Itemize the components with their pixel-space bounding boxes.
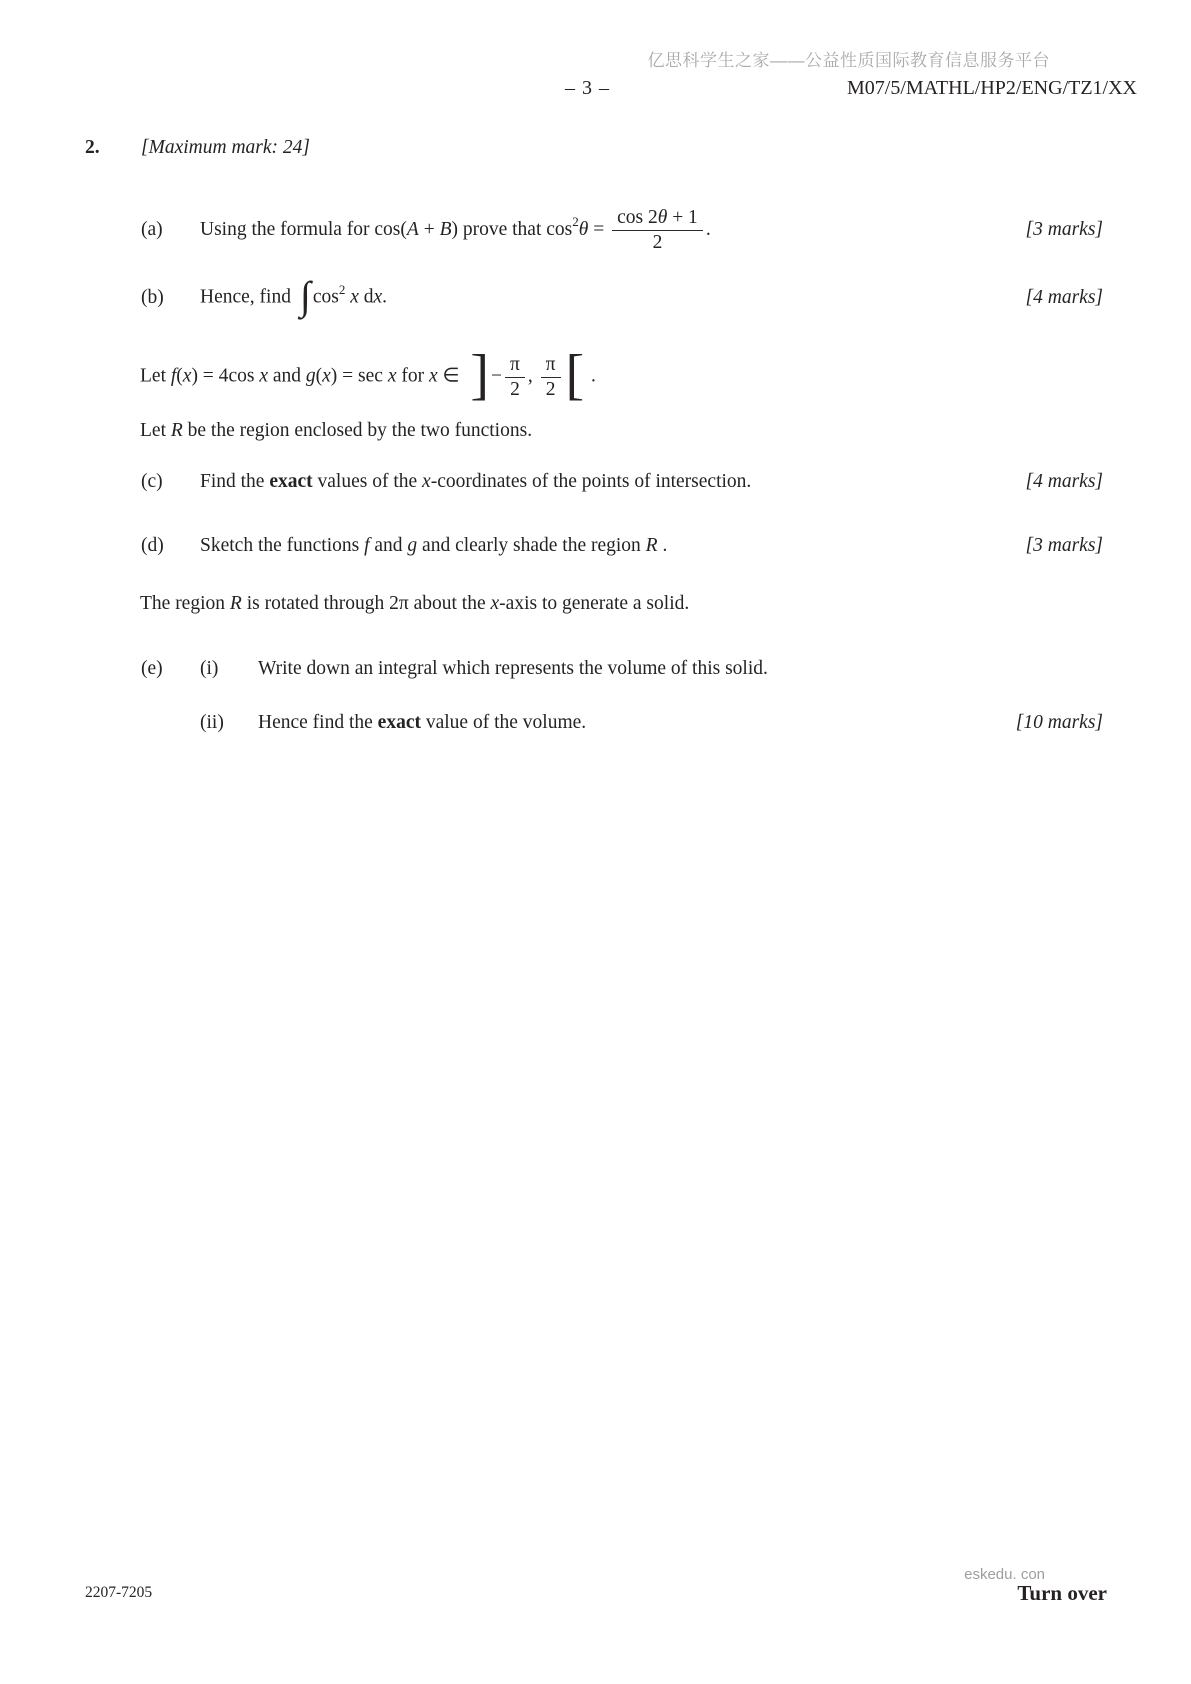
part-e-i-row — [141, 654, 1103, 684]
question-header — [85, 137, 310, 159]
page-number: – 3 – — [565, 77, 610, 99]
open-interval-left-bracket: ] — [470, 344, 490, 406]
region-definition-line: Let R be the region enclosed by the two functions. — [140, 420, 533, 441]
part-d-marks: [3 marks] — [1025, 535, 1103, 556]
function-definition-line: Let f(x) = 4cos x and g(x) = sec x for x ∈ ] − $\frac{\pi}{2}$ , $\frac{\pi}{2}$ [ . — [140, 344, 596, 406]
part-a-label: (a) — [141, 219, 163, 240]
part-e-ii-label: (ii) — [200, 712, 224, 733]
part-c-marks: [4 marks] — [1025, 471, 1103, 492]
fraction-pi-over-2: $\frac{\pi}{2}$ — [541, 354, 561, 401]
open-interval-right-bracket: [ — [565, 344, 585, 406]
fraction-denominator: 2 — [652, 232, 663, 253]
turn-over-label: Turn over — [1017, 1581, 1107, 1605]
part-c-label: (c) — [141, 471, 163, 492]
document-code: 2207-7205 — [85, 1584, 153, 1601]
part-e-i-text: Write down an integral which represents the volume of this solid. — [258, 658, 768, 679]
part-a-marks: [3 marks] — [1025, 219, 1103, 240]
part-a-text: Using the formula for cos(A + B) prove that $\cos^2\theta$ = $\frac{\cos 2\theta + 1}{2}$ . — [200, 206, 711, 253]
part-e-ii-text: Hence find the exact value of the volume. — [258, 712, 587, 733]
fraction-pi-over-2: $\frac{\pi}{2}$ — [505, 354, 525, 401]
part-e-label: (e) — [141, 658, 163, 679]
part-c-row — [141, 467, 1103, 497]
maximum-mark: [Maximum mark: 24] — [141, 137, 310, 158]
site-watermark-header: 亿思科学生之家——公益性质国际教育信息服务平台 — [647, 51, 1050, 70]
part-b-row — [141, 272, 1103, 324]
part-d-text: Sketch the functions f and g and clearly shade the region R . — [200, 535, 668, 556]
part-c-text: Find the exact values of the x-coordinates of the points of intersection. — [200, 471, 752, 492]
part-d-label: (d) — [141, 535, 164, 556]
fraction-numerator: cos 2θ + 1 — [612, 207, 703, 231]
part-e-ii-marks: [10 marks] — [1015, 712, 1103, 733]
part-b-text: Hence, find ∫ $\cos^2 x$ dx. — [200, 273, 387, 318]
fraction-cos2theta-plus-1-over-2 — [612, 207, 703, 254]
paper-code: M07/5/MATHL/HP2/ENG/TZ1/XX — [847, 77, 1137, 99]
part-e-i-label: (i) — [200, 658, 219, 679]
exponent: 2 — [572, 214, 579, 230]
part-b-marks: [4 marks] — [1025, 287, 1103, 308]
part-d-row — [141, 531, 1103, 561]
rotation-statement-line: The region R is rotated through 2π about the x-axis to generate a solid. — [140, 593, 690, 614]
exponent: 2 — [338, 282, 346, 298]
question-number: 2. — [85, 137, 100, 158]
part-e-ii-row — [200, 708, 1103, 738]
part-a-row — [141, 197, 1103, 263]
integral-sign: ∫ — [299, 273, 311, 318]
site-watermark-footer: eskedu. con — [964, 1566, 1045, 1583]
part-b-label: (b) — [141, 287, 164, 308]
